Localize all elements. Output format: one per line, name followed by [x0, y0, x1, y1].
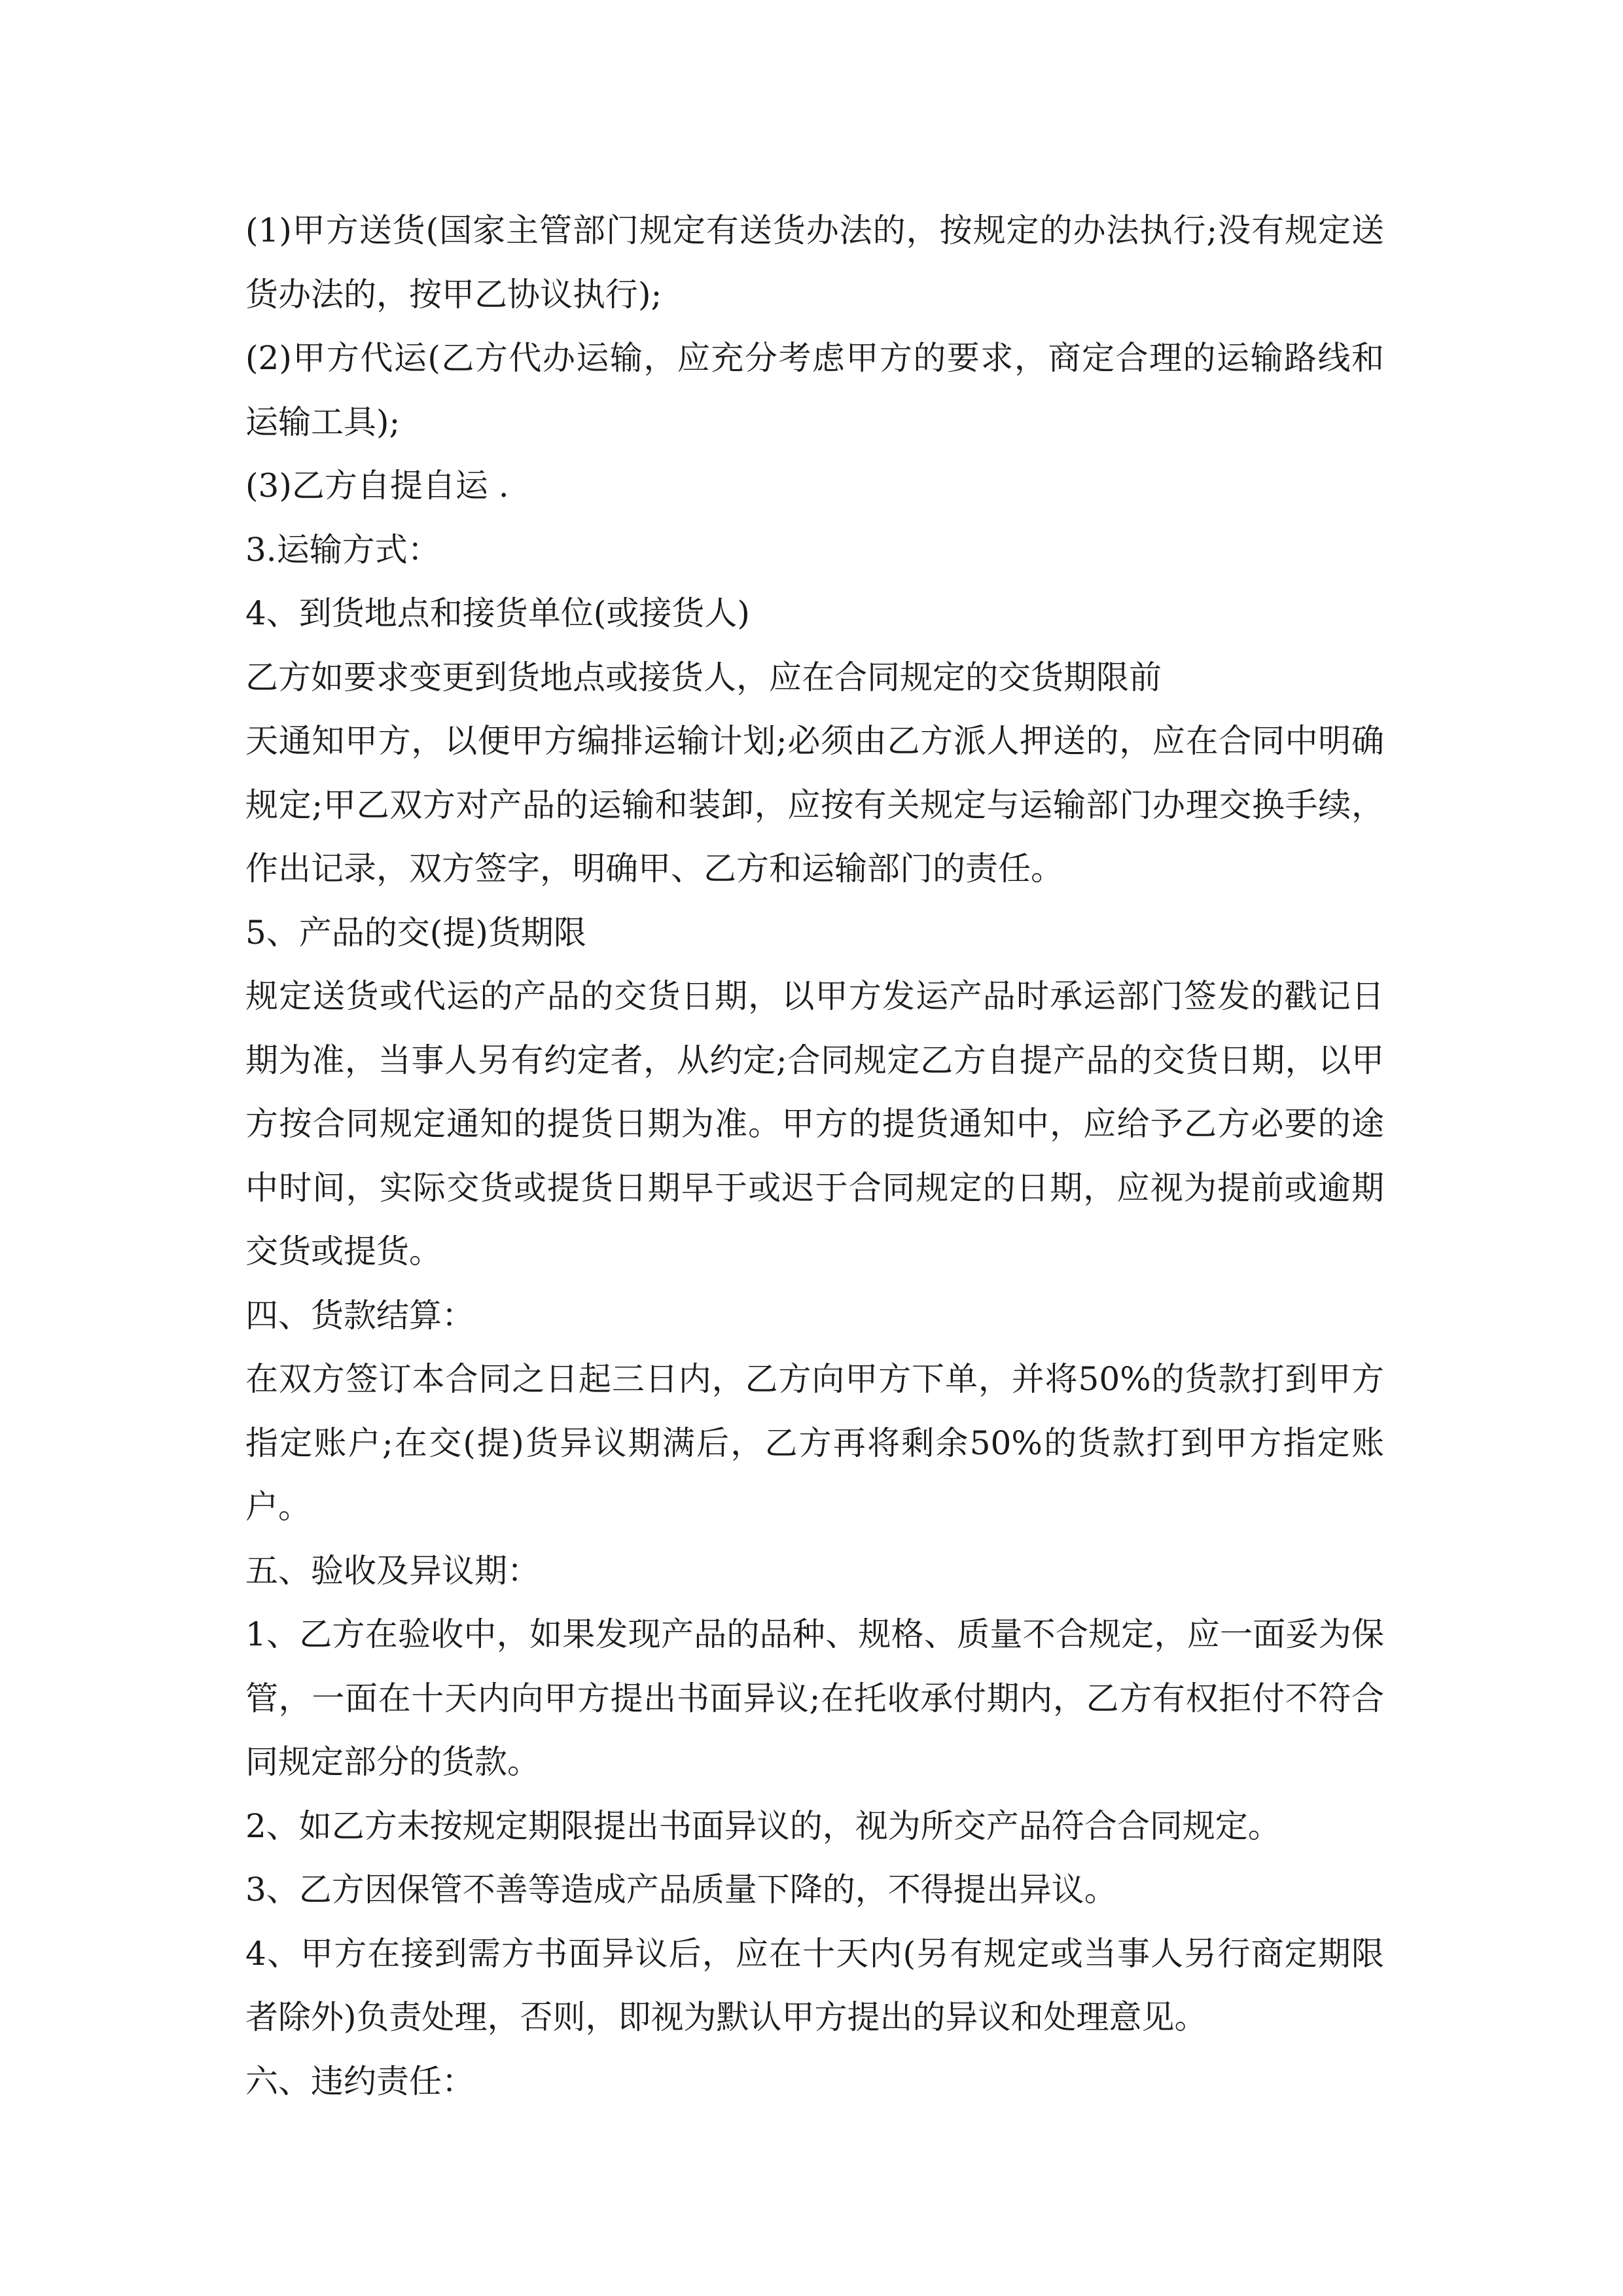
paragraph-delivery-option-3: (3)乙方自提自运 . — [245, 467, 509, 505]
paragraph-acceptance-4: 4、甲方在接到需方书面异议后，应在十天内(另有规定或当事人另行商定期限者除外)负责处理，否则，即视为默认甲方提出的异议和处理意见。 — [245, 1934, 1384, 2036]
heading-transport-method: 3.运输方式： — [245, 530, 440, 569]
heading-payment-settlement: 四、货款结算： — [245, 1296, 474, 1335]
paragraph-delivery-date-rules: 规定送货或代运的产品的交货日期，以甲方发运产品时承运部门签发的戳记日期为准，当事人另有约定者，从约定;合同规定乙方自提产品的交货日期，以甲方按合同规定通知的提货日期为准。甲方的提货通知中，应给予乙方必要的途中时间，实际交货或提货日期早于或迟于合同规定的日期，应视为提前或逾期交货或提货。 — [245, 977, 1384, 1270]
paragraph-acceptance-2: 2、如乙方未按规定期限提出书面异议的，视为所交产品符合合同规定。 — [245, 1806, 1281, 1845]
paragraph-delivery-option-1: (1)甲方送货(国家主管部门规定有送货办法的，按规定的办法执行;没有规定送货办法的，按甲乙协议执行); — [245, 211, 1384, 314]
paragraph-change-request: 乙方如要求变更到货地点或接货人，应在合同规定的交货期限前 — [245, 658, 1162, 696]
document-body — [245, 199, 1384, 2113]
paragraph-delivery-option-2: (2)甲方代运(乙方代办运输，应充分考虑甲方的要求，商定合理的运输路线和运输工具); — [245, 339, 1384, 441]
paragraph-payment-terms: 在双方签订本合同之日起三日内，乙方向甲方下单，并将50%的货款打到甲方指定账户;在交(提)货异议期满后，乙方再将剩余50%的货款打到甲方指定账户。 — [245, 1360, 1384, 1526]
heading-breach-liability: 六、违约责任： — [245, 2062, 474, 2100]
heading-delivery-location: 4、到货地点和接货单位(或接货人) — [245, 594, 750, 632]
heading-delivery-period: 5、产品的交(提)货期限 — [245, 913, 586, 952]
paragraph-acceptance-3: 3、乙方因保管不善等造成产品质量下降的，不得提出异议。 — [245, 1871, 1117, 1909]
paragraph-notice-transport: 天通知甲方，以便甲方编排运输计划;必须由乙方派人押送的，应在合同中明确规定;甲乙双方对产品的运输和装卸，应按有关规定与运输部门办理交换手续，作出记录，双方签字，明确甲、乙方和运输部门的责任。 — [245, 722, 1384, 888]
heading-acceptance-objection: 五、验收及异议期： — [245, 1551, 540, 1590]
paragraph-acceptance-1: 1、乙方在验收中，如果发现产品的品种、规格、质量不合规定，应一面妥为保管，一面在十天内向甲方提出书面异议;在托收承付期内，乙方有权拒付不符合同规定部分的货款。 — [245, 1615, 1384, 1781]
